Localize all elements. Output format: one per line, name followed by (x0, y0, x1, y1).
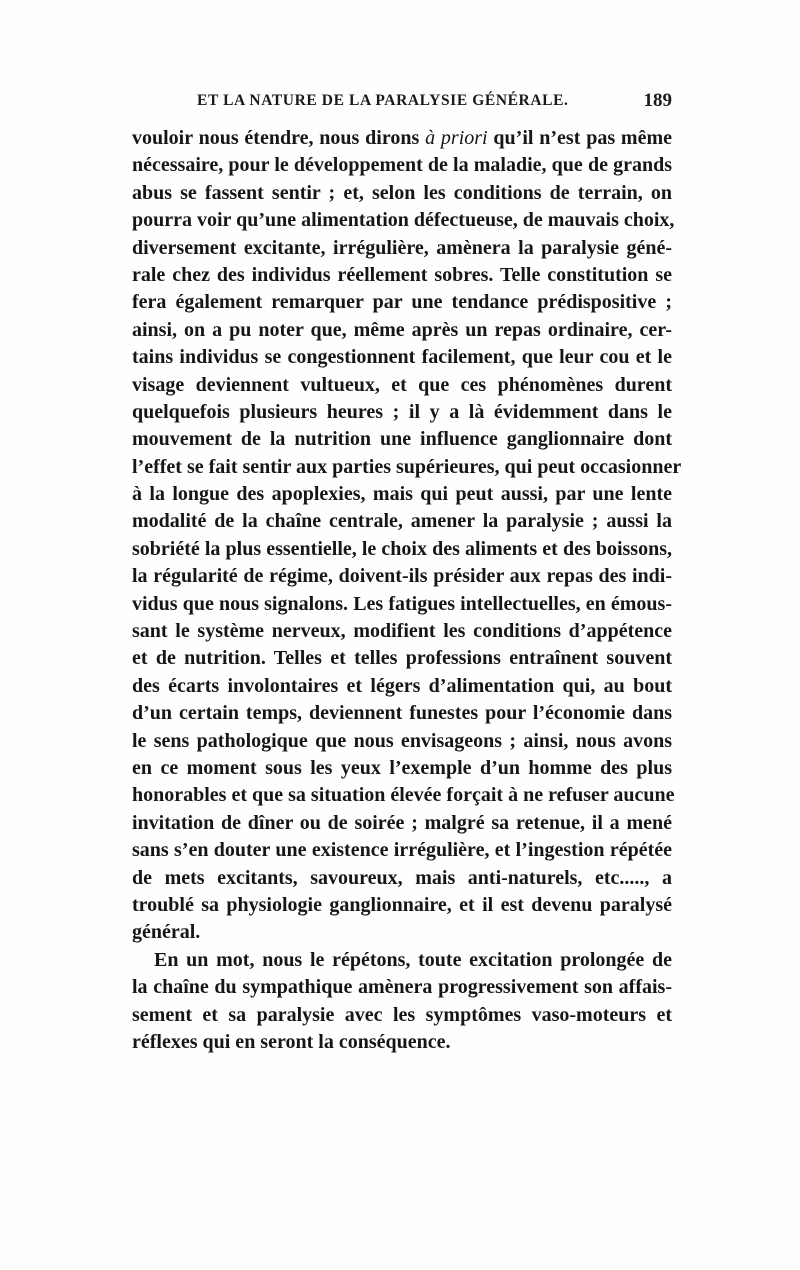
page-number: 189 (643, 90, 672, 111)
text-line: le sens pathologique que nous envisageons ; ainsi, nous avons (132, 729, 672, 752)
text-line: pourra voir qu’une alimentation défectueuse, de mauvais choix, (132, 209, 675, 232)
text-line: en ce moment sous les yeux l’exemple d’un homme des plus (132, 756, 672, 779)
text-line: honorables et que sa situation élevée forçait à ne refuser aucune (132, 784, 675, 807)
text-line: la régularité de régime, doivent-ils présider aux repas des indi- (132, 565, 672, 588)
text-line: sans s’en douter une existence irrégulière, et l’ingestion répétée (132, 839, 672, 862)
text-line: d’un certain temps, deviennent funestes pour l’économie dans (132, 702, 672, 725)
text-line: et de nutrition. Telles et telles professions entraînent souvent (132, 647, 672, 670)
text-line: réflexes qui en seront la conséquence. (132, 1030, 451, 1053)
running-title: ET LA NATURE DE LA PARALYSIE GÉNÉRALE. (197, 92, 569, 109)
text-line: nécessaire, pour le développement de la maladie, que de grands (132, 154, 672, 177)
running-head (197, 92, 672, 118)
text-line: tains individus se congestionnent facilement, que leur cou et le (132, 346, 672, 369)
text-line: quelquefois plusieurs heures ; il y a là évidemment dans le (132, 400, 672, 423)
text-line: la chaîne du sympathique amènera progressivement son affais- (132, 976, 672, 999)
text-line: vidus que nous signalons. Les fatigues intellectuelles, en émous- (132, 592, 672, 615)
text-line: vouloir nous étendre, nous dirons à priori qu’il n’est pas même (132, 127, 673, 149)
text-line: sant le système nerveux, modifient les conditions d’appétence (132, 620, 672, 643)
body-text (132, 125, 682, 1056)
text-line: invitation de dîner ou de soirée ; malgré sa retenue, il a mené (132, 811, 672, 834)
text-line: rale chez des individus réellement sobres. Telle constitution se (132, 263, 672, 286)
text-line: En un mot, nous le répétons, toute excitation prolongée de (154, 948, 672, 971)
text-line: troublé sa physiologie ganglionnaire, et il est devenu paralysé (132, 893, 672, 916)
text-line: fera également remarquer par une tendance prédispositive ; (132, 291, 672, 314)
text-line: général. (132, 921, 201, 944)
text-line: abus se fassent sentir ; et, selon les conditions de terrain, on (132, 181, 672, 204)
text-line: de mets excitants, savoureux, mais anti-naturels, etc....., a (132, 866, 672, 889)
text-line: mouvement de la nutrition une influence ganglionnaire dont (132, 428, 672, 451)
text-line: à la longue des apoplexies, mais qui peut aussi, par une lente (132, 483, 672, 506)
text-line: diversement excitante, irrégulière, amènera la paralysie géné- (132, 236, 672, 259)
text-line: sement et sa paralysie avec les symptômes vaso-moteurs et (132, 1003, 672, 1026)
text-line: l’effet se fait sentir aux parties supérieures, qui peut occasionner (132, 455, 682, 478)
italic-phrase: à priori (425, 127, 488, 149)
text-line: des écarts involontaires et légers d’alimentation qui, au bout (132, 674, 672, 697)
text-line: sobriété la plus essentielle, le choix des aliments et des boissons, (132, 537, 672, 560)
text-line: ainsi, on a pu noter que, même après un repas ordinaire, cer- (132, 318, 672, 341)
text-line: modalité de la chaîne centrale, amener la paralysie ; aussi la (132, 510, 672, 533)
text-line: visage deviennent vultueux, et que ces phénomènes durent (132, 373, 672, 396)
